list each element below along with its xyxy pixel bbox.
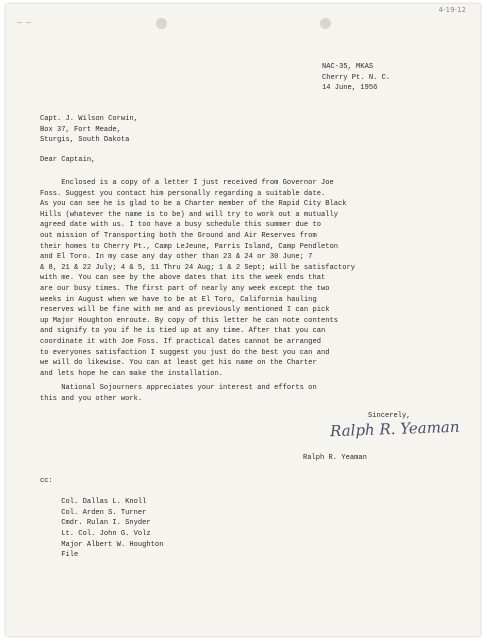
carbon-copy-list [40,476,163,561]
body-paragraph-1-line: Foss. Suggest you contact him personally regarding a suitable date. [40,189,326,198]
body-paragraph-1-line: and lets hope he can make the installation. [40,369,224,378]
body-paragraph-1-line: we will do likewise. You can at least get his name on the Charter [40,359,317,368]
body-paragraph-1-line: to everyones satisfaction I suggest you just do the best you can and [40,348,330,357]
corner-note: 4-19-12 [438,6,466,14]
body-paragraph-1-line: Hills (whatever the name is to be) and will try to work out a mutually [40,210,338,219]
body-paragraph-1-line: reserves will be fine with me and as previously mentioned I can pick [40,306,330,315]
carbon-copy-list-line: Cmdr. Rulan I. Snyder [40,519,151,528]
carbon-copy-list-line: Col. Dallas L. Knoll [40,498,147,507]
recipient-address-line: Sturgis, South Dakota [40,136,130,145]
letterhead-block-line: NAC-35, MKAS [322,63,374,71]
body-paragraph-2 [40,383,317,404]
recipient-address-line: Capt. J. Wilson Corwin, [40,115,138,123]
salutation: Dear Captain, [40,156,96,164]
body-paragraph-1-line: out mission of Transporting both the Ground and Air Reserves from [40,231,317,240]
typed-signature: Ralph R. Yeaman [303,454,367,462]
body-paragraph-1-line: are our busy times. The first part of nearly any week except the two [40,284,330,293]
body-paragraph-1-line: agreed date with us. I too have a busy schedule this summer due to [40,221,321,230]
carbon-copy-list-line [40,487,163,498]
recipient-address [40,114,138,146]
carbon-copy-list-line: Lt. Col. John G. Volz [40,529,151,538]
body-paragraph-1-line: As you can see he is glad to be a Charter member of the Rapid City Black [40,200,347,209]
body-paragraph-1-line: with me. You can see by the above dates that its the week ends that [40,274,326,283]
carbon-copy-list-line: Col. Arden S. Turner [40,508,147,517]
body-paragraph-2-line: this and you other work. [40,394,143,403]
closing: Sincerely, [368,412,411,420]
letterhead-block-line: Cherry Pt. N. C. [322,73,391,82]
handwritten-signature: Ralph R. Yeaman [329,417,460,441]
punch-hole-left [156,18,167,29]
body-paragraph-1-line: up Major Houghton enroute. By copy of this letter he can note contents [40,316,338,325]
letterhead-block-line: 14 June, 1956 [322,84,378,93]
body-paragraph-1-line: their homes to Cherry Pt., Camp LeJeune, Parris Island, Camp Pendleton [40,242,338,251]
body-paragraph-1-line: and signify to you if he is tied up at any time. After that you can [40,327,326,336]
punch-hole-right [320,18,331,29]
recipient-address-line: Box 37, Fort Meade, [40,125,121,134]
carbon-copy-list-line: Major Albert W. Houghton [40,540,164,549]
letterhead-block [322,62,390,94]
body-paragraph-1-line: weeks in August when we have to be at El Toro, California hauling [40,295,317,304]
body-paragraph-1-line: and El Toro. In my case any day other than 23 & 24 or 30 June; 7 [40,253,313,262]
body-paragraph-1-line: & 8, 21 & 22 July; 4 & 5, 11 Thru 24 Aug; 1 & 2 Sept; will be satisfactory [40,263,356,272]
body-paragraph-1-line: Enclosed is a copy of a letter I just received from Governor Joe [40,179,334,187]
carbon-copy-list-line: File [40,551,79,560]
pencil-mark: ~ ~ [16,18,32,27]
carbon-copy-list-line: cc: [40,477,53,485]
body-paragraph-2-line: National Sojourners appreciates your interest and efforts on [40,384,317,392]
body-paragraph-1 [40,178,355,379]
body-paragraph-1-line: coordinate it with Joe Foss. If practical dates cannot be arranged [40,337,321,346]
